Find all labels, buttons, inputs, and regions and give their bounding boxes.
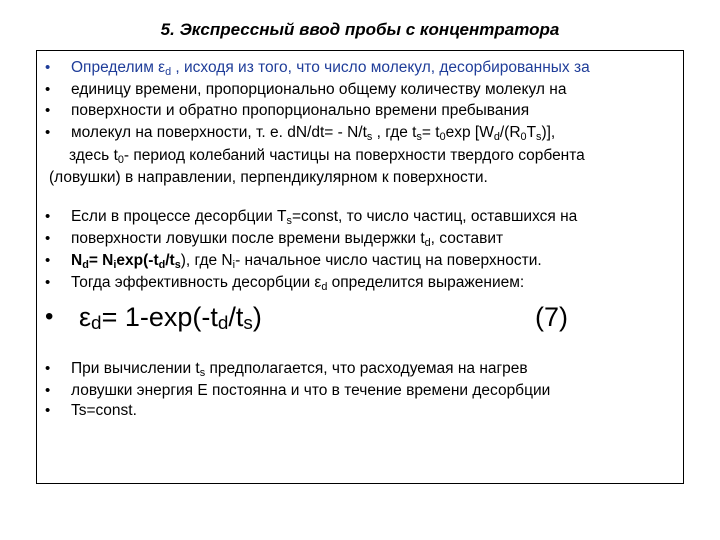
slide-title: 5. Экспрессный ввод пробы с концентратора bbox=[160, 20, 560, 39]
bullet: • bbox=[45, 252, 51, 269]
equation-number: (7) bbox=[535, 302, 568, 332]
bullet: • bbox=[45, 303, 54, 330]
content-frame: • Определим $\varepsilon_d$ , исходя из того, что число молекул, десорбированных за • единицу времени, пропорционально общему количеству молекул на • поверхности и обратно пропорционально времени пребывания • молекул на поверхности, т. е. $dN/dt= - N/t_s$ , где $t_s= t_0\exp$ $[W_d/(R_0T_s)]$, здесь $t_0-$ период колебаний частицы на поверхности твердого сорбента (ловушки) в направлении, перпендикулярном к поверхности. • Если в процессе десорбции $T_s=const$, то число частиц, оставшихся на • поверхности ловушки после времени выдержки $t_d$, составит • $N_d= N_i\exp(-t_d/t_s)$, где $N_i-$ начальное число частиц на поверхности. • Тогда эффективность десорбции $\varepsilon_d$ определится выражением: • $\varepsilon_d= 1-\exp(-t_d/t_s)$ (7) • При вычислении $t_s$ предполагается, что расходуемая на нагрев • ловушки энергия Е постоянна и что в течение времени десорбции • Ts=const. bbox=[36, 50, 684, 484]
bullet: • bbox=[45, 360, 51, 377]
bullet: • bbox=[45, 230, 51, 247]
bullet: • bbox=[45, 124, 51, 141]
formula: $\varepsilon_d= 1-\exp(-t_d/t_s)$ bbox=[79, 302, 262, 334]
bullet: • bbox=[45, 102, 51, 119]
bullet: • bbox=[45, 59, 51, 76]
bullet: • bbox=[45, 208, 51, 225]
bullet: • bbox=[45, 402, 51, 419]
bullet: • bbox=[45, 382, 51, 399]
bullet: • bbox=[45, 81, 51, 98]
bullet: • bbox=[45, 274, 51, 291]
